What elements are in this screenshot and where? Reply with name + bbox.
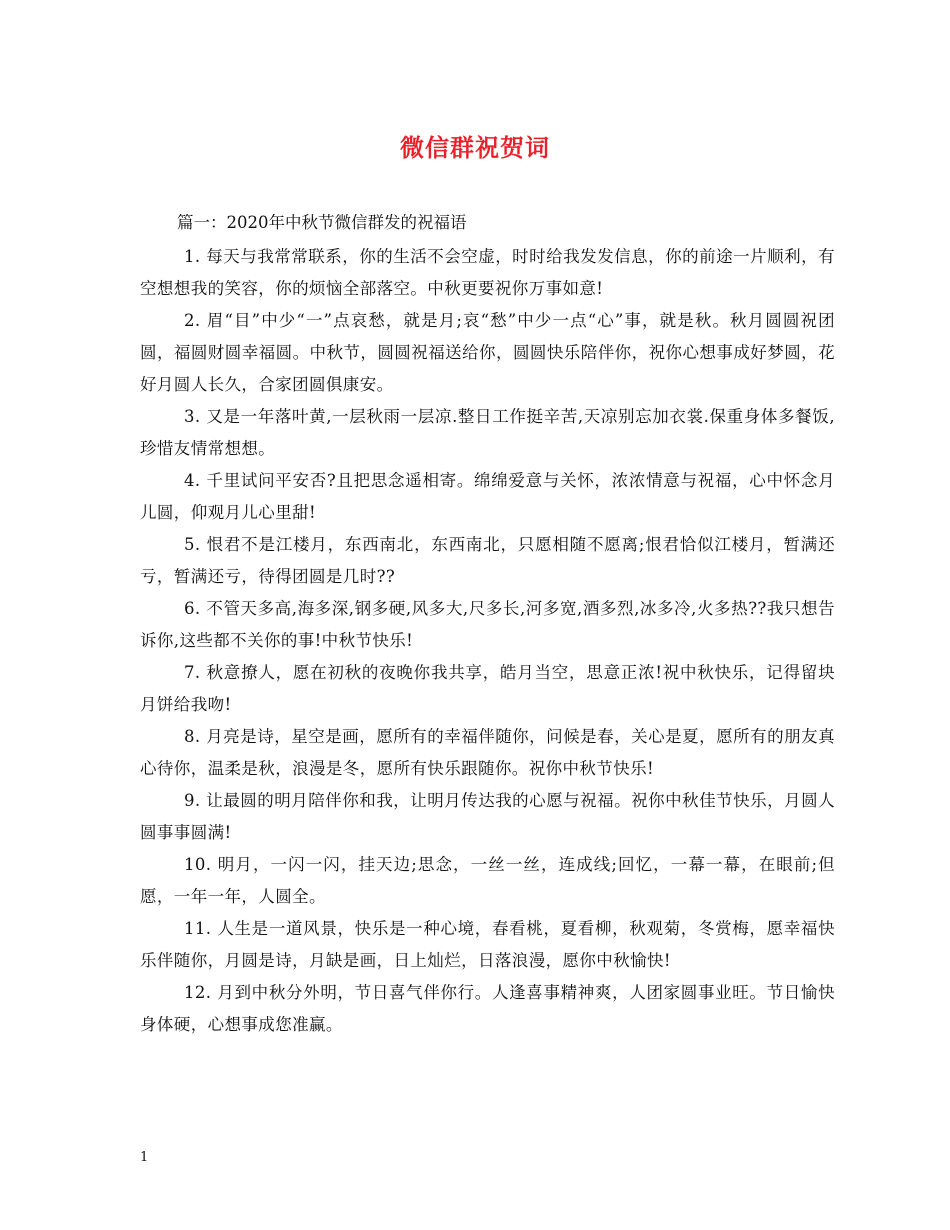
paragraph-6: 6. 不管天多高,海多深,钢多硬,风多大,尺多长,河多宽,酒多烈,冰多冷,火多热??我只想告诉你,这些都不关你的事!中秋节快乐!	[140, 599, 835, 650]
paragraph-4: 4. 千里试问平安否?且把思念遥相寄。绵绵爱意与关怀，浓浓情意与祝福，心中怀念月儿圆，仰观月儿心里甜!	[140, 471, 835, 522]
paragraph-3: 3. 又是一年落叶黄,一层秋雨一层凉.整日工作挺辛苦,天凉别忘加衣裳.保重身体多餐饭,珍惜友情常想想。	[140, 407, 835, 458]
paragraph-11: 11. 人生是一道风景，快乐是一种心境，春看桃，夏看柳，秋观菊，冬赏梅，愿幸福快乐伴随你，月圆是诗，月缺是画，日上灿烂，日落浪漫，愿你中秋愉快!	[140, 919, 835, 970]
paragraph-7: 7. 秋意撩人，愿在初秋的夜晚你我共享，皓月当空，思意正浓!祝中秋快乐，记得留块月饼给我吻!	[140, 663, 835, 714]
paragraph-1: 1. 每天与我常常联系，你的生活不会空虚，时时给我发发信息，你的前途一片顺利，有空想想我的笑容，你的烦恼全部落空。中秋更要祝你万事如意!	[140, 247, 835, 298]
section-heading: 篇一：2020年中秋节微信群发的祝福语	[177, 213, 467, 232]
document-body	[140, 241, 835, 1041]
document-title: 微信群祝贺词	[400, 133, 550, 162]
paragraph-12: 12. 月到中秋分外明，节日喜气伴你行。人逢喜事精神爽，人团家圆事业旺。节日愉快身体硬，心想事成您准赢。	[140, 983, 835, 1034]
paragraph-10: 10. 明月，一闪一闪，挂天边;思念，一丝一丝，连成线;回忆，一幕一幕，在眼前;但愿，一年一年，人圆全。	[140, 855, 835, 906]
page-number: 1	[140, 1150, 149, 1165]
paragraph-2: 2. 眉“目”中少“一”点哀愁，就是月;哀“愁”中少一点“心”事，就是秋。秋月圆圆祝团圆，福圆财圆幸福圆。中秋节，圆圆祝福送给你，圆圆快乐陪伴你，祝你心想事成好梦圆，花好月圆人长久，合家团圆俱康安。	[140, 311, 835, 394]
paragraph-8: 8. 月亮是诗，星空是画，愿所有的幸福伴随你，问候是春，关心是夏，愿所有的朋友真心待你，温柔是秋，浪漫是冬，愿所有快乐跟随你。祝你中秋节快乐!	[140, 727, 835, 778]
paragraph-9: 9. 让最圆的明月陪伴你和我，让明月传达我的心愿与祝福。祝你中秋佳节快乐，月圆人圆事事圆满!	[140, 791, 835, 842]
paragraph-5: 5. 恨君不是江楼月，东西南北，东西南北，只愿相随不愿离;恨君恰似江楼月，暂满还亏，暂满还亏，待得团圆是几时??	[140, 535, 835, 586]
